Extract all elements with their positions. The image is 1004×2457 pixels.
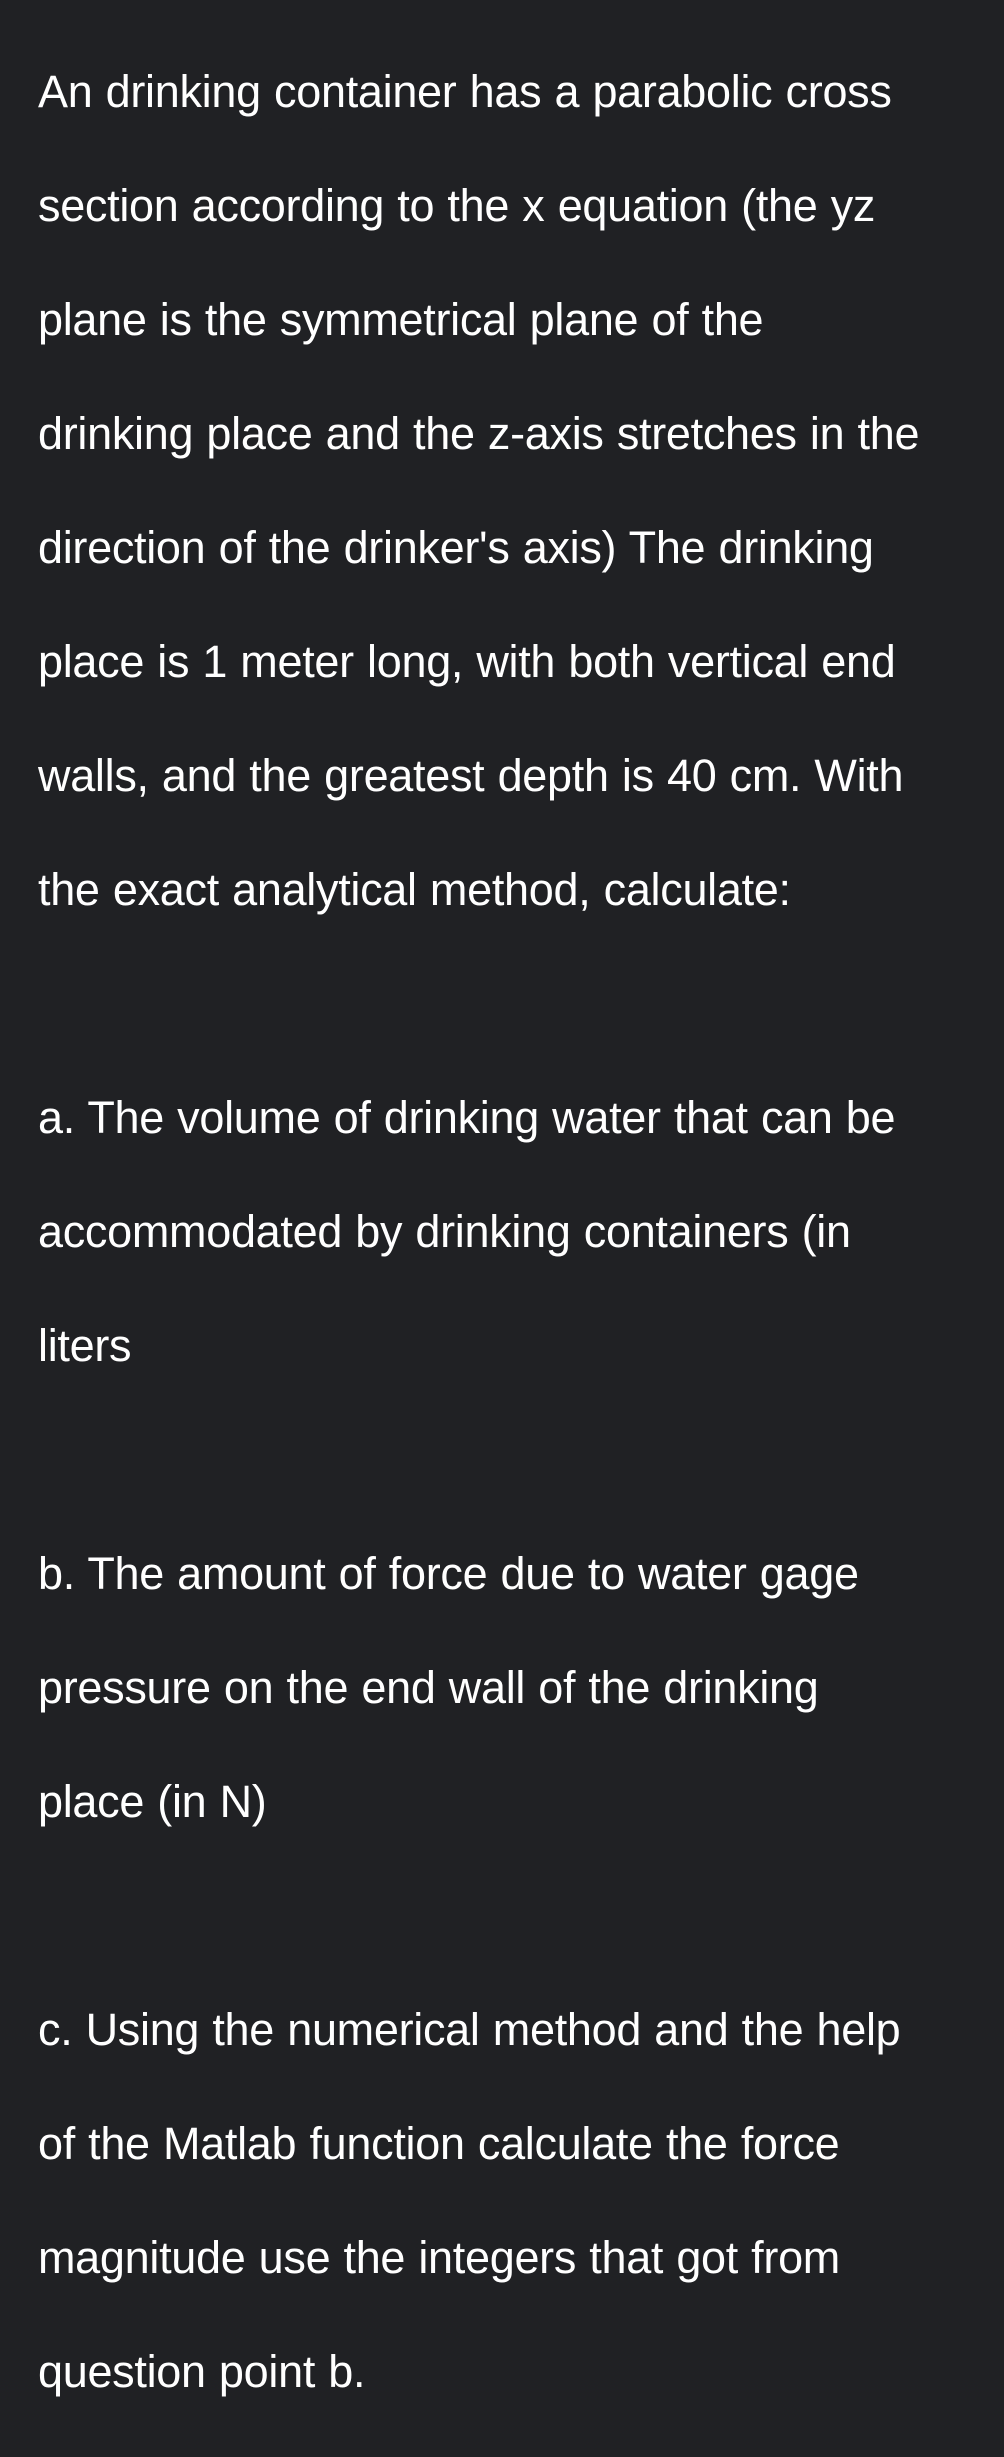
text-line: a. The volume of drinking water that can be xyxy=(38,1092,896,1143)
text-line: pressure on the end wall of the drinking xyxy=(38,1662,819,1713)
problem-intro xyxy=(38,6,984,975)
text-line: section according to the x equation (the yz xyxy=(38,180,876,231)
text-line: c. Using the numerical method and the help xyxy=(38,2004,901,2055)
text-line: the exact analytical method, calculate: xyxy=(38,864,791,915)
text-line: question point b. xyxy=(38,2346,366,2397)
text-line: magnitude use the integers that got from xyxy=(38,2232,840,2283)
paragraph-gap xyxy=(38,1431,984,1488)
paragraph-gap xyxy=(38,1887,984,1944)
paragraph-gap xyxy=(38,975,984,1032)
part-a xyxy=(38,1032,984,1431)
part-c xyxy=(38,1944,984,2457)
text-line: An drinking container has a parabolic cross xyxy=(38,66,892,117)
text-line: plane is the symmetrical plane of the xyxy=(38,294,764,345)
text-line: liters xyxy=(38,1320,132,1371)
text-line: accommodated by drinking containers (in xyxy=(38,1206,851,1257)
text-line: drinking place and the z-axis stretches in the xyxy=(38,408,920,459)
text-line: b. The amount of force due to water gage xyxy=(38,1548,859,1599)
text-line: of the Matlab function calculate the force xyxy=(38,2118,840,2169)
text-line: direction of the drinker's axis) The drinking xyxy=(38,522,874,573)
text-line: place is 1 meter long, with both vertical end xyxy=(38,636,896,687)
text-line: place (in N) xyxy=(38,1776,267,1827)
part-b xyxy=(38,1488,984,1887)
text-line: walls, and the greatest depth is 40 cm. With xyxy=(38,750,904,801)
